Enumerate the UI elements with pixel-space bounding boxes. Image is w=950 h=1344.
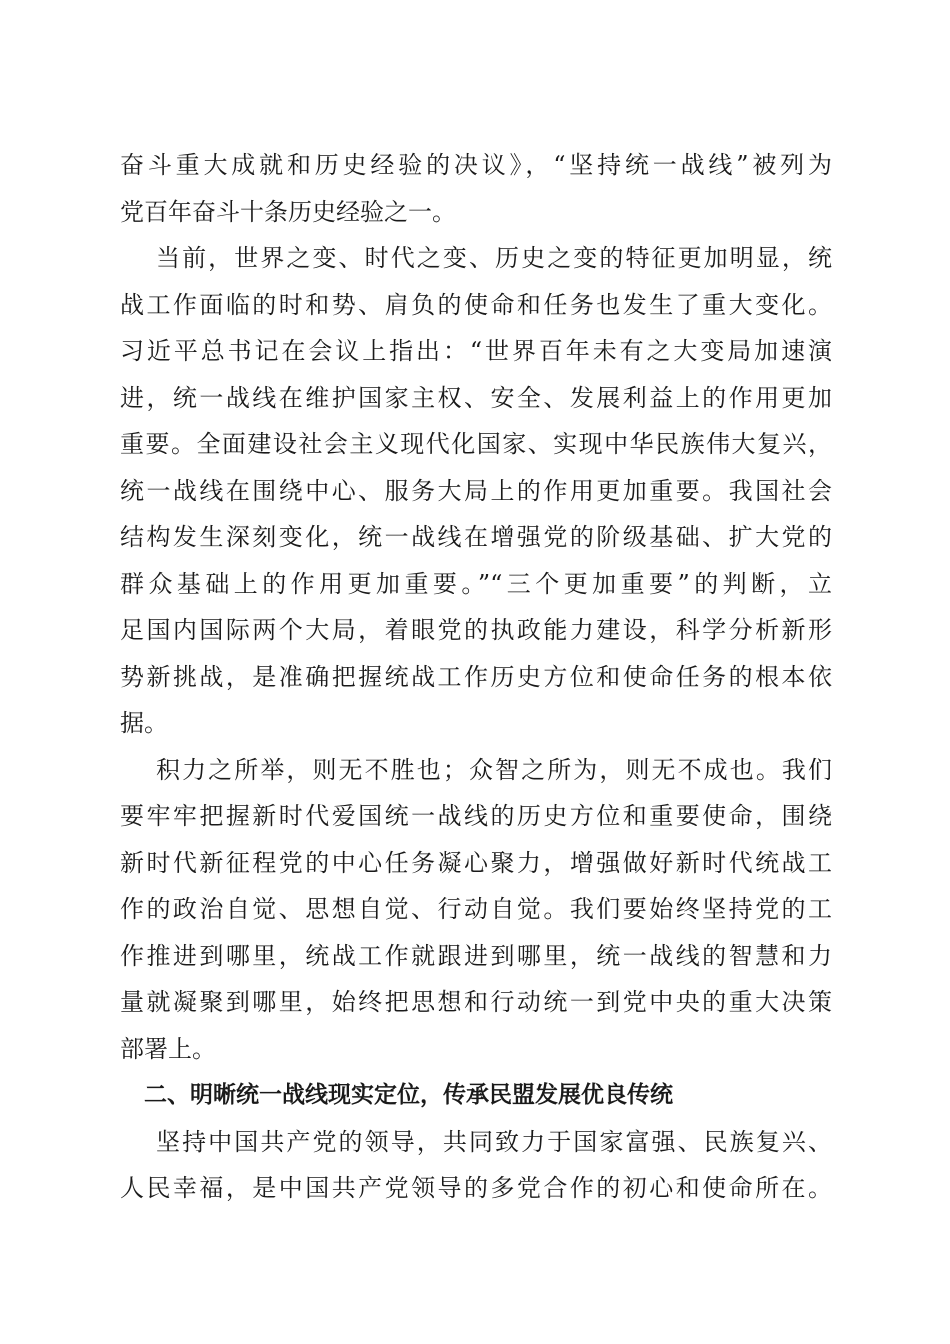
paragraph-line: 势新挑战，是准确把握统战工作历史方位和使命任务的根本依: [120, 662, 832, 691]
paragraph-line: 战工作面临的时和势、肩负的使命和任务也发生了重大变化。: [120, 290, 832, 319]
paragraph-line: 足国内国际两个大局，着眼党的执政能力建设，科学分析新形: [120, 616, 832, 644]
paragraph-line: 结构发生深刻变化，统一战线在增强党的阶级基础、扩大党的: [120, 523, 832, 551]
paragraph-line: 量就凝聚到哪里，始终把思想和行动统一到党中央的重大决策: [120, 988, 832, 1016]
paragraph-line: 积力之所举，则无不胜也；众智之所为，则无不成也。我们: [156, 755, 832, 784]
paragraph-line: 据。: [120, 709, 168, 737]
paragraph-continued: [120, 142, 832, 235]
paragraph-line: 党百年奋斗十条历史经验之一。: [120, 197, 456, 226]
paragraph-line: 作的政治自觉、思想自觉、行动自觉。我们要始终坚持党的工: [120, 895, 832, 923]
paragraph-collective-strength: [120, 747, 832, 1073]
paragraph-line: 要牢牢把握新时代爱国统一战线的历史方位和重要使命，围绕: [120, 802, 832, 830]
body-text: [120, 142, 832, 1212]
paragraph-line: 当前，世界之变、时代之变、历史之变的特征更加明显，统: [156, 244, 832, 272]
paragraph-line: 作推进到哪里，统战工作就跟进到哪里，统一战线的智慧和力: [120, 941, 832, 970]
paragraph-cpc-leadership: [120, 1119, 832, 1212]
paragraph-line: 人民幸福，是中国共产党领导的多党合作的初心和使命所在。: [120, 1174, 832, 1202]
paragraph-line: 部署上。: [120, 1034, 216, 1063]
paragraph-line: 坚持中国共产党的领导，共同致力于国家富强、民族复兴、: [156, 1127, 832, 1156]
paragraph-line: 群众基础上的作用更加重要。”“三个更加重要”的判断，立: [120, 569, 832, 598]
paragraph-line: 奋斗重大成就和历史经验的决议》，“坚持统一战线”被列为: [120, 151, 832, 179]
paragraph-current-situation: [120, 235, 832, 747]
paragraph-line: 新时代新征程党的中心任务凝心聚力，增强做好新时代统战工: [120, 848, 832, 877]
section-heading: 二、明晰统一战线现实定位，传承民盟发展优良传统: [144, 1082, 673, 1108]
paragraph-line: 重要。全面建设社会主义现代化国家、实现中华民族伟大复兴，: [120, 430, 832, 458]
paragraph-line: 统一战线在围绕中心、服务大局上的作用更加重要。我国社会: [120, 476, 832, 505]
paragraph-line: 习近平总书记在会议上指出：“世界百年未有之大变局加速演: [120, 337, 832, 365]
paragraph-line: 进，统一战线在维护国家主权、安全、发展利益上的作用更加: [120, 383, 832, 412]
